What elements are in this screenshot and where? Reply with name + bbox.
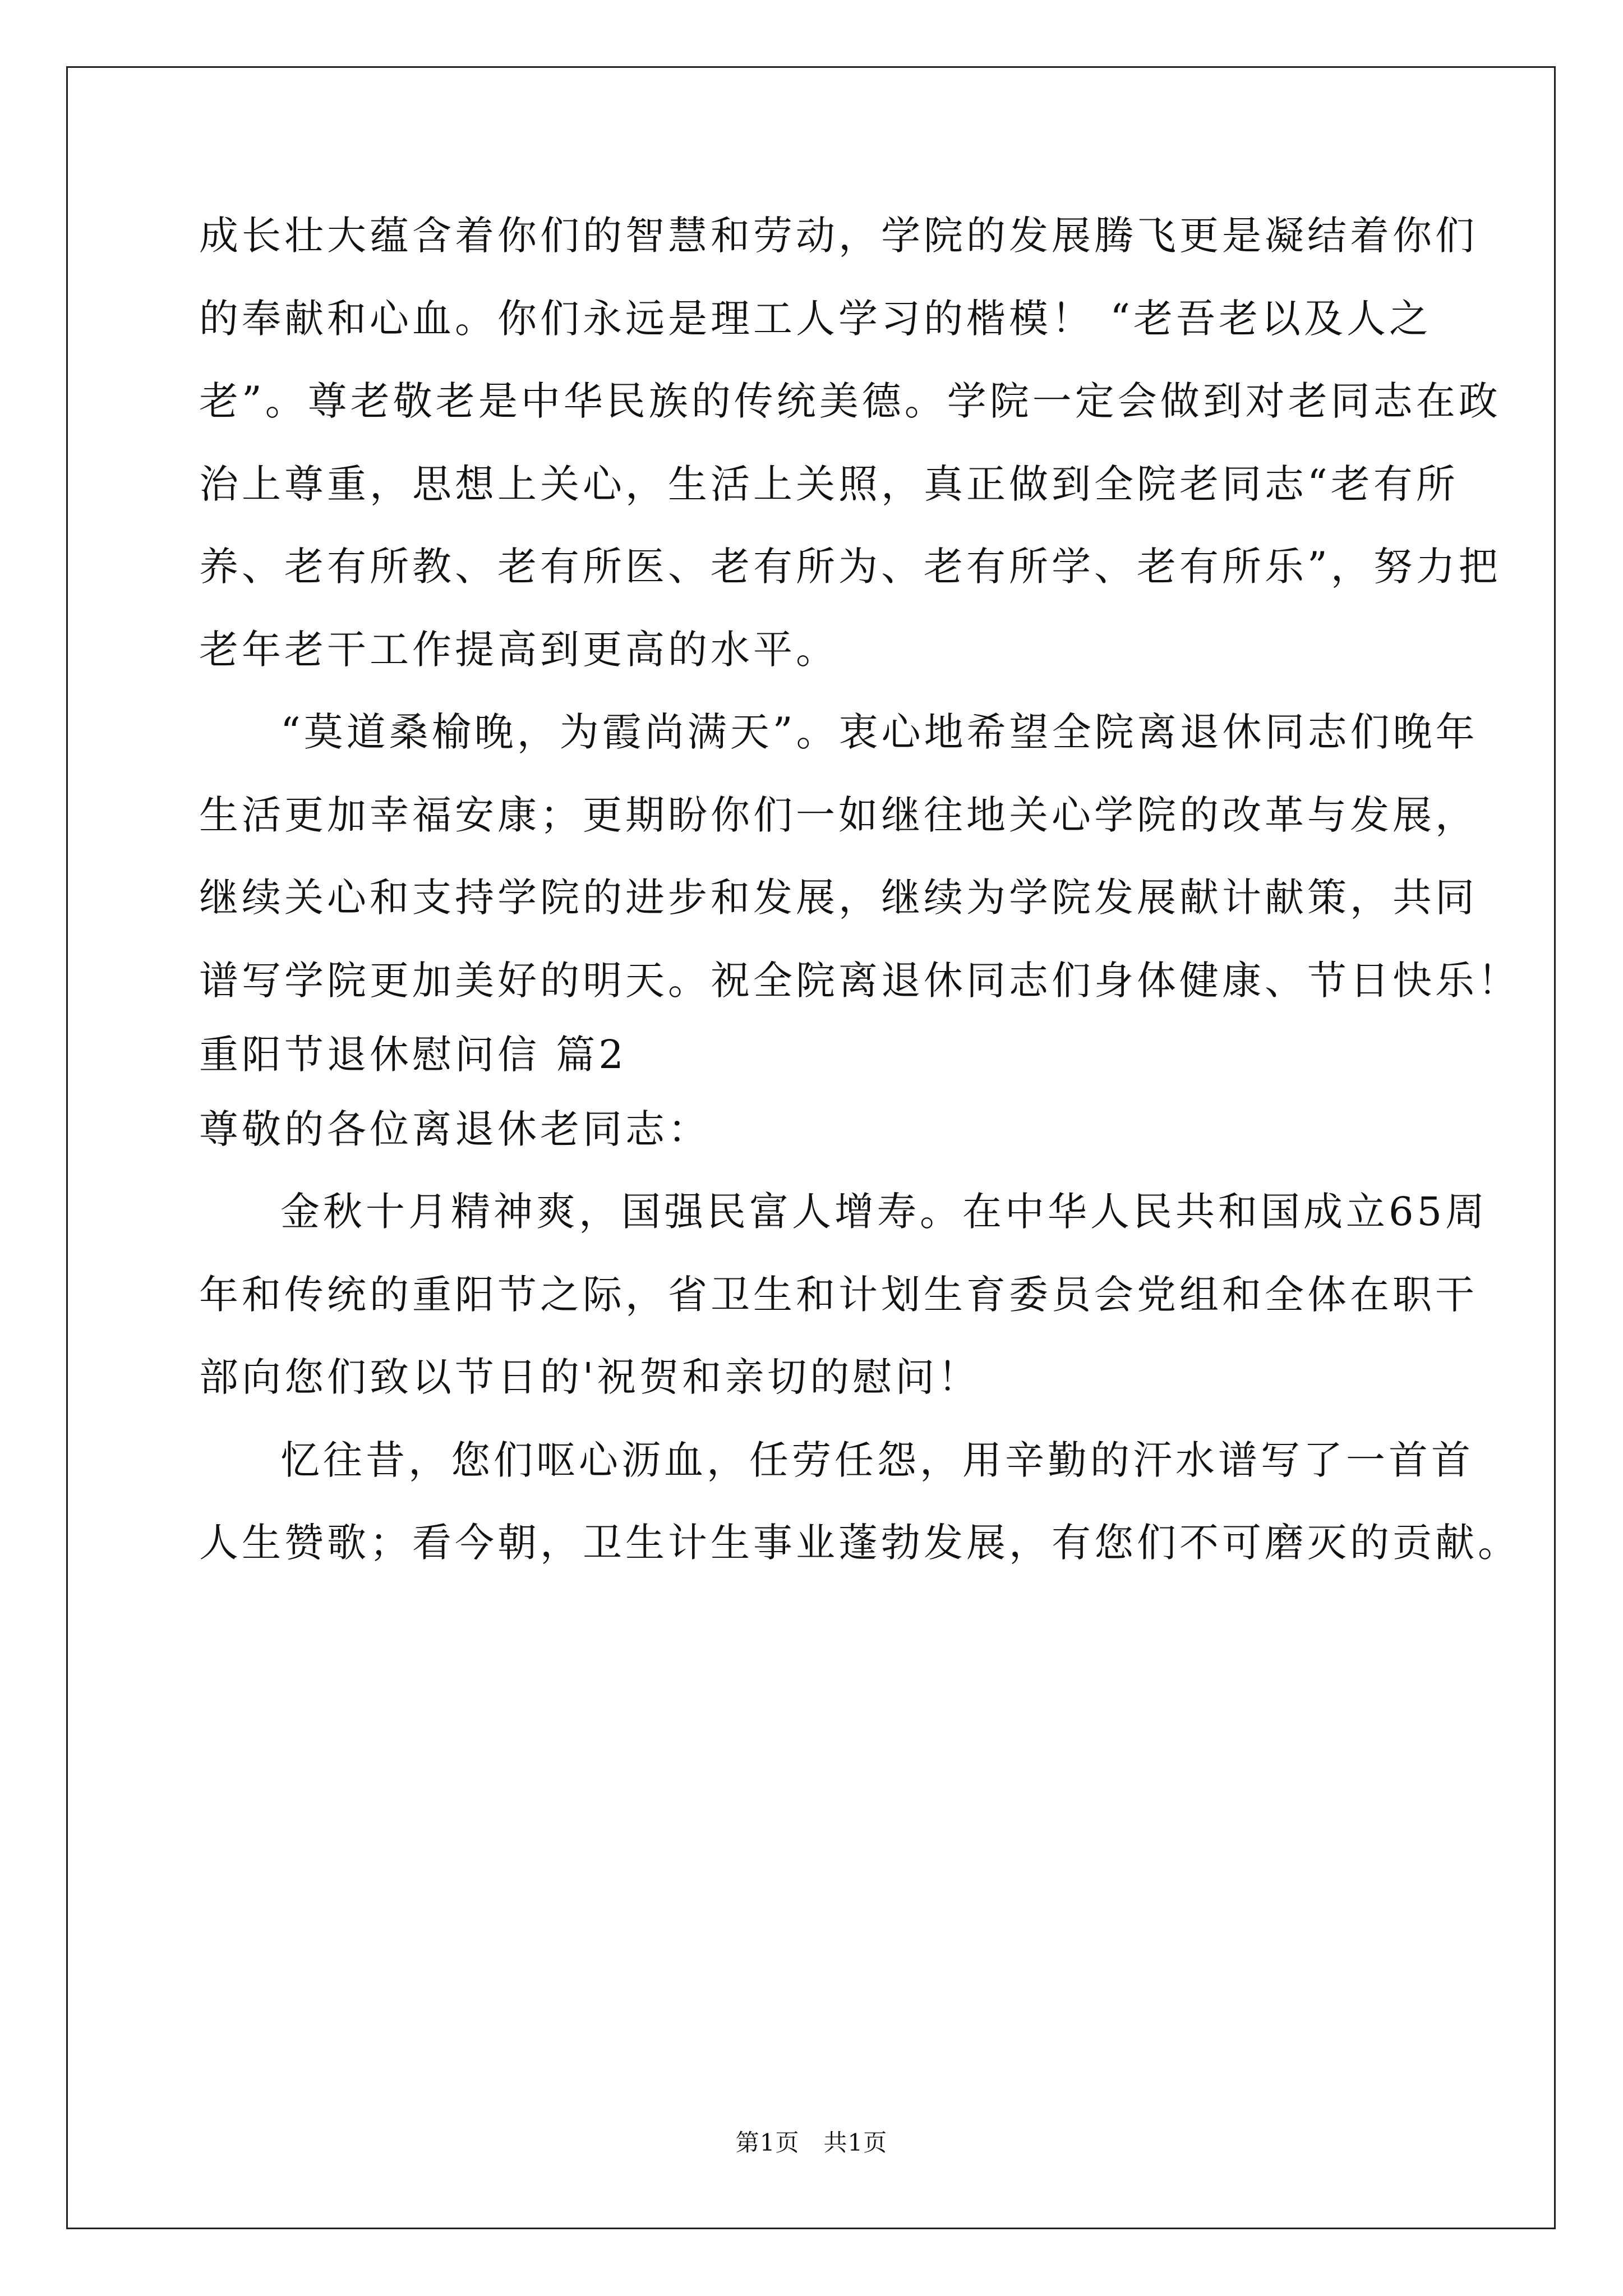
text-line: 人生赞歌；看今朝，卫生计生事业蓬勃发展，有您们不可磨灭的贡献。 [199, 1520, 1520, 1566]
salutation: 尊敬的各位离退休老同志： [199, 1106, 711, 1152]
text-line: 的奉献和心血。你们永远是理工人学习的楷模！ “老吾老以及人之 [199, 296, 1432, 342]
text-line: 生活更加幸福安康；更期盼你们一如继往地关心学院的改革与发展， [199, 792, 1478, 838]
paragraph-first-line: 金秋十月精神爽，国强民富人增寿。在中华人民共和国成立65周 [280, 1189, 1488, 1235]
paragraph-first-line: 忆往昔，您们呕心沥血，任劳任怨，用辛勤的汗水谱写了一首首 [280, 1437, 1474, 1483]
text-line: 谱写学院更加美好的明天。祝全院离退休同志们身体健康、节日快乐！ [199, 958, 1520, 1004]
text-line: 养、老有所教、老有所医、老有所为、老有所学、老有所乐”，努力把 [199, 544, 1501, 590]
text-line: 部向您们致以节日的'祝贺和亲切的慰问！ [199, 1354, 981, 1400]
text-line: 老年老干工作提高到更高的水平。 [199, 627, 838, 673]
section-heading: 重阳节退休慰问信 篇2 [199, 1032, 627, 1078]
page-indicator: 第1页 共1页 [735, 2129, 888, 2156]
paragraph-first-line: “莫道桑榆晚，为霞尚满天”。衷心地希望全院离退休同志们晚年 [280, 709, 1478, 755]
text-line: 继续关心和支持学院的进步和发展，继续为学院发展献计献策，共同 [199, 875, 1478, 921]
text-line: 治上尊重，思想上关心，生活上关照，真正做到全院老同志“老有所 [199, 461, 1459, 507]
text-line: 成长壮大蕴含着你们的智慧和劳动，学院的发展腾飞更是凝结着你们 [199, 213, 1478, 259]
text-line: 老”。尊老敬老是中华民族的传统美德。学院一定会做到对老同志在政 [199, 378, 1501, 424]
text-line: 年和传统的重阳节之际，省卫生和计划生育委员会党组和全体在职干 [199, 1272, 1478, 1318]
